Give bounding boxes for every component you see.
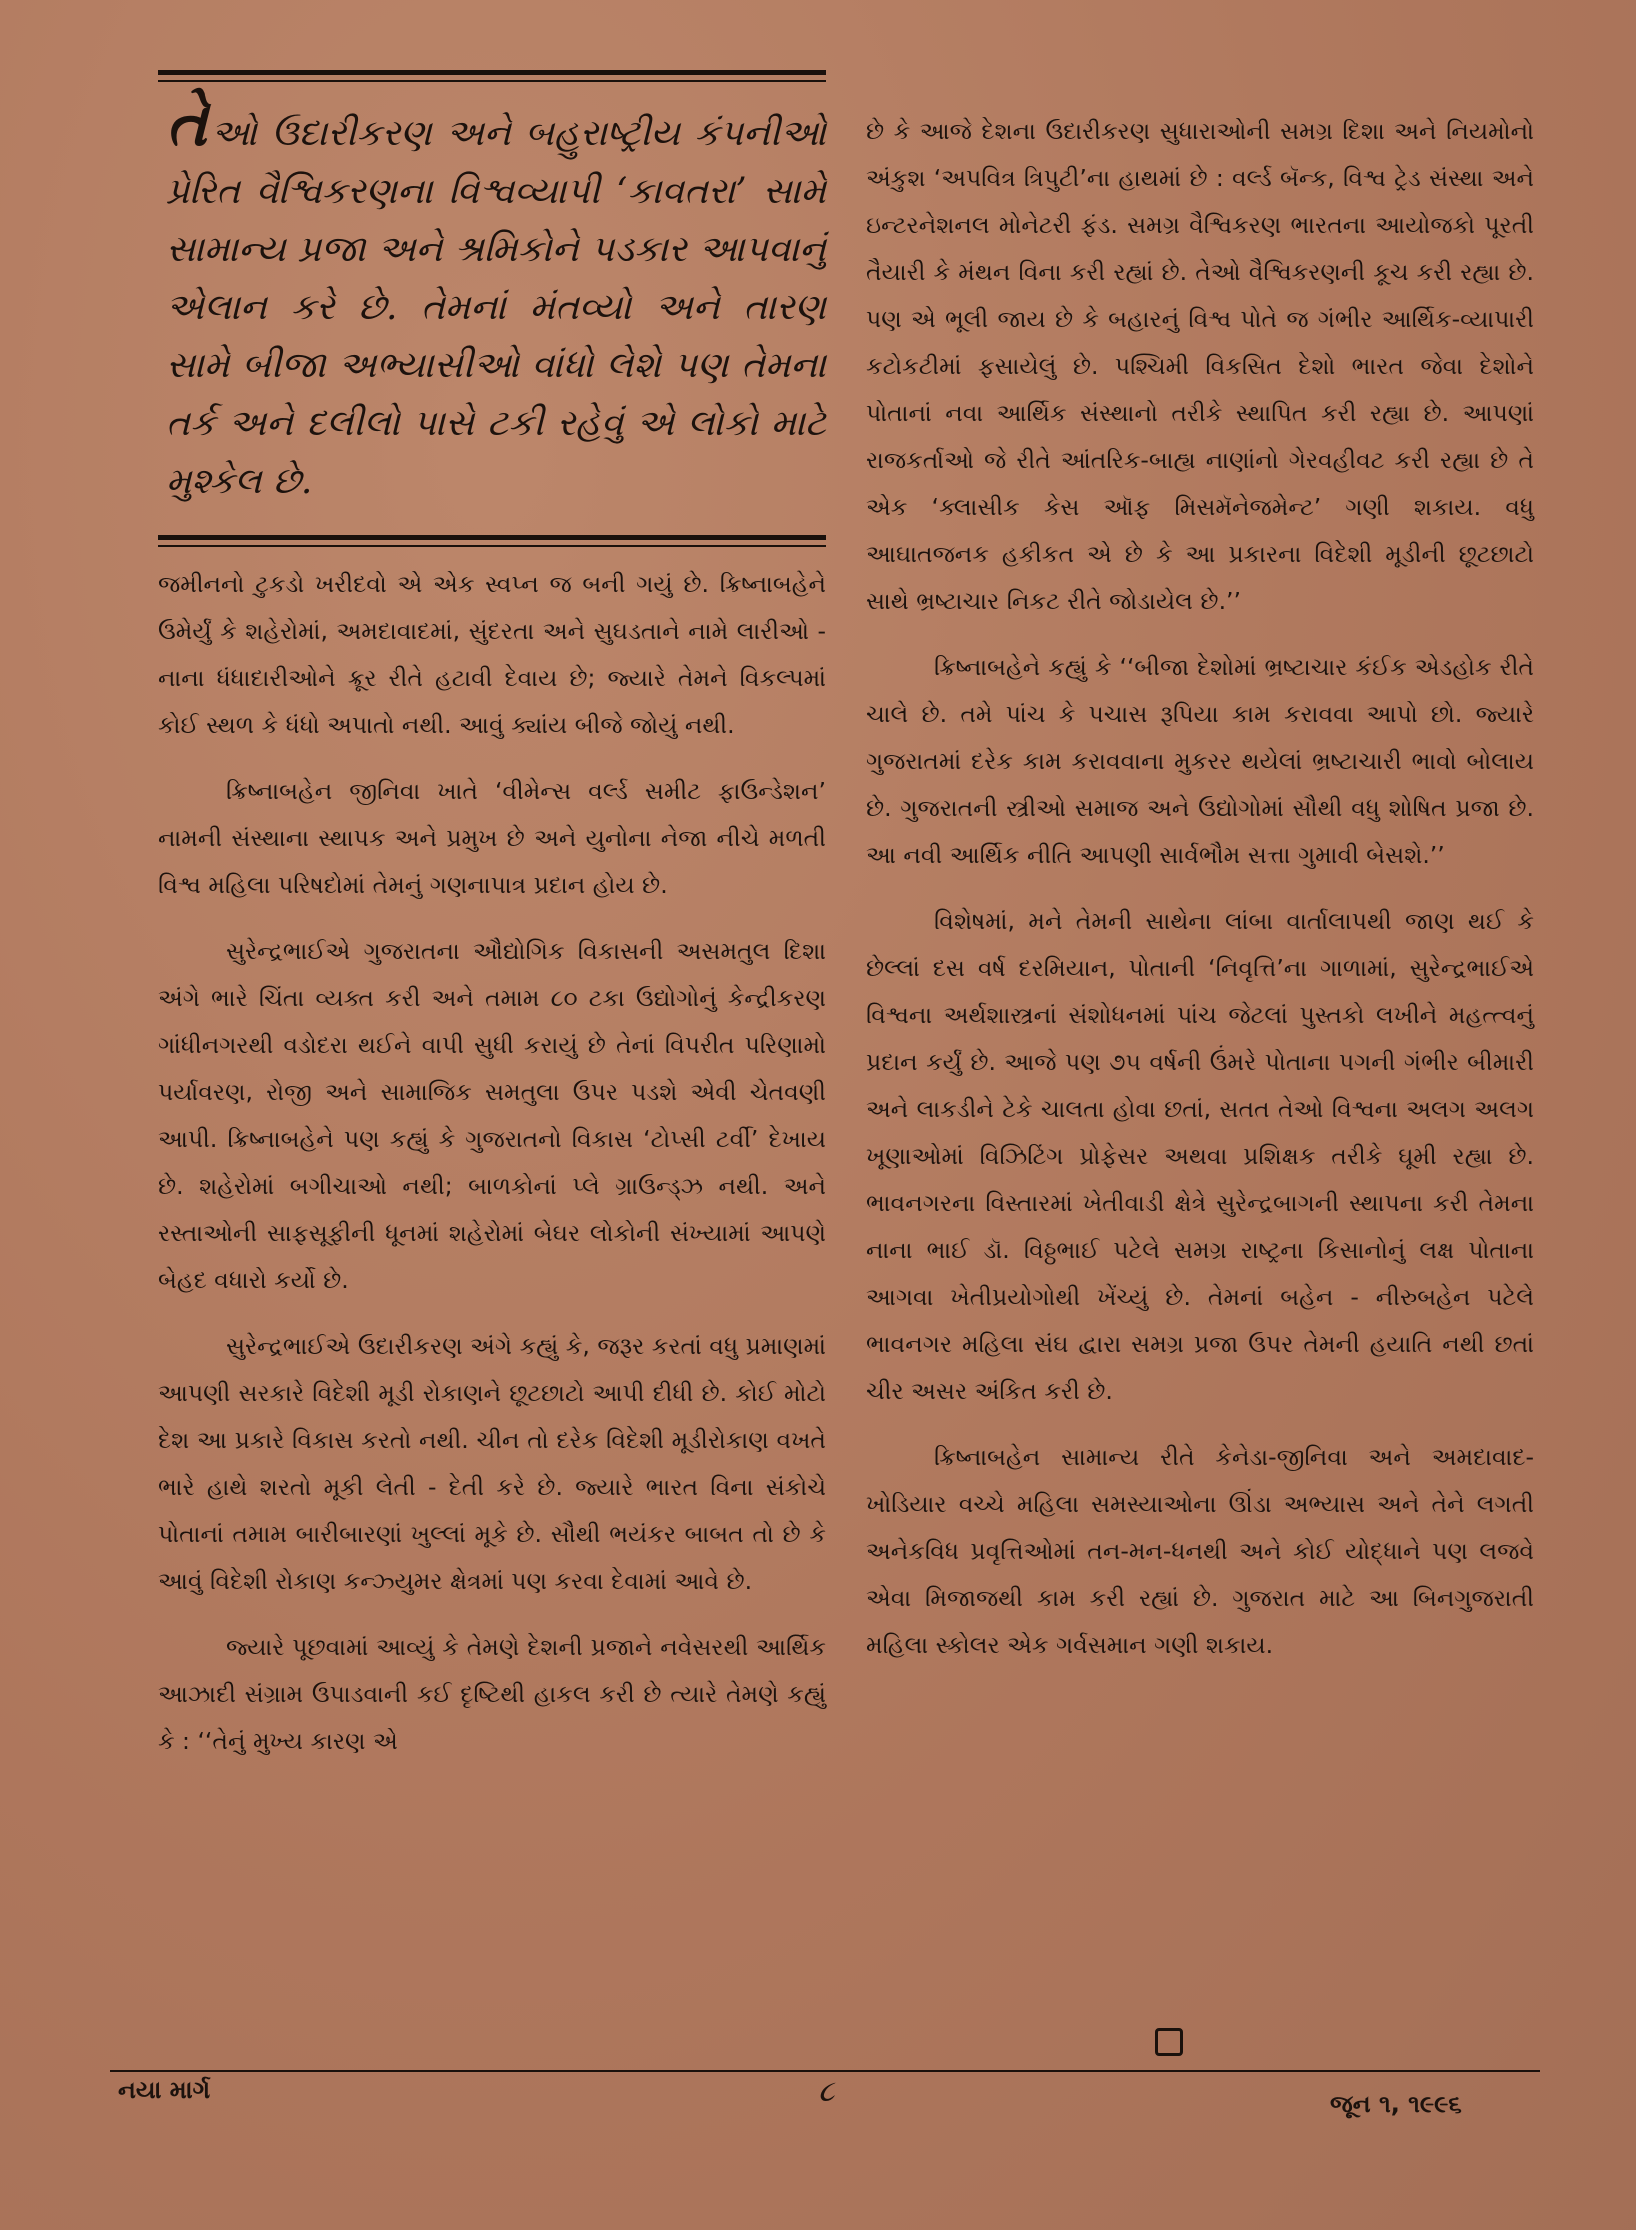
paragraph: સુરેન્દ્રભાઈએ ગુજરાતના ઔદ્યોગિક વિકાસની અસમતુલ દિશા અંગે ભારે ચિંતા વ્યક્ત કરી અને તમામ ૮૦ ટકા ઉદ્યોગોનું કેન્દ્રીકરણ ગાંધીનગરથી વડોદરા થઈને વાપી સુધી કરાયું છે તેનાં વિપરીત પરિણામો પર્યાવરણ, રોજી અને સામાજિક સમતુલા ઉપર પડશે એવી ચેતવણી આપી. ક્રિષ્નાબહેને પણ કહ્યું કે ગુજરાતનો વિકાસ ‘ટોપ્સી ટર્વી’ દેખાય છે. શહેરોમાં બગીચાઓ નથી; બાળકોનાં પ્લે ગ્રાઉન્ડ્ઝ નથી. અને રસ્તાઓની સાફસૂફીની ધૂનમાં શહેરોમાં બેઘર લોકોની સંખ્યામાં આપણે બેહદ વધારો કર્યો છે. (158, 937, 826, 1294)
pull-quote (166, 87, 826, 511)
bottom-rule-thin (158, 545, 826, 547)
issue-date: જૂન ૧, ૧૯૯૬ (1330, 2090, 1462, 2118)
right-body (866, 108, 1534, 1669)
paragraph: જમીનનો ટુકડો ખરીદવો એ એક સ્વપ્ન જ બની ગયું છે. ક્રિષ્નાબહેને ઉમેર્યું કે શહેરોમાં, અમદાવાદમાં, સુંદરતા અને સુઘડતાને નામે લારીઓ - નાના ધંધાદારીઓને ક્રૂર રીતે હટાવી દેવાય છે; જ્યારે તેમને વિકલ્પમાં કોઈ સ્થળ કે ધંધો અપાતો નથી. આવું ક્યાંય બીજે જોયું નથી. (158, 570, 826, 739)
paragraph: વિશેષમાં, મને તેમની સાથેના લાંબા વાર્તાલાપથી જાણ થઈ કે છેલ્લાં દસ વર્ષ દરમિયાન, પોતાની ‘નિવૃત્તિ’ના ગાળામાં, સુરેન્દ્રભાઈએ વિશ્વના અર્થશાસ્ત્રનાં સંશોધનમાં પાંચ જેટલાં પુસ્તકો લખીને મહત્ત્વનું પ્રદાન કર્યું છે. આજે પણ ૭૫ વર્ષની ઉંમરે પોતાના પગની ગંભીર બીમારી અને લાકડીને ટેકે ચાલતા હોવા છતાં, સતત તેઓ વિશ્વના અલગ અલગ ખૂણાઓમાં વિઝિટિંગ પ્રોફેસર અથવા પ્રશિક્ષક તરીકે ઘૂમી રહ્યા છે. ભાવનગરના વિસ્તારમાં ખેતીવાડી ક્ષેત્રે સુરેન્દ્રબાગની સ્થાપના કરી તેમના નાના ભાઈ ડૉ. વિઠ્ઠભાઈ પટેલે સમગ્ર રાષ્ટ્રના કિસાનોનું લક્ષ પોતાના આગવા ખેતીપ્રયોગોથી ખેંચ્યું છે. તેમનાં બહેન - નીરુબહેન પટેલે ભાવનગર મહિલા સંઘ દ્વારા સમગ્ર પ્રજા ઉપર તેમની હયાતિ નથી છતાં ચીર અસર અંકિત કરી છે. (866, 907, 1534, 1405)
paragraph: છે કે આજે દેશના ઉદારીકરણ સુધારાઓની સમગ્ર દિશા અને નિયમોનો અંકુશ ‘અપવિત્ર ત્રિપુટી’ના હાથમાં છે : વર્લ્ડ બૅન્ક, વિશ્વ ટ્રેડ સંસ્થા અને ઇન્ટરનેશનલ મોનેટરી ફંડ. સમગ્ર વૈશ્વિકરણ ભારતના આયોજકો પૂરતી તૈયારી કે મંથન વિના કરી રહ્યાં છે. તેઓ વૈશ્વિકરણની કૂચ કરી રહ્યા છે. પણ એ ભૂલી જાય છે કે બહારનું વિશ્વ પોતે જ ગંભીર આર્થિક-વ્યાપારી કટોકટીમાં ફસાયેલું છે. પશ્ચિમી વિકસિત દેશો ભારત જેવા દેશોને પોતાનાં નવા આર્થિક સંસ્થાનો તરીકે સ્થાપિત કરી રહ્યા છે. આપણાં રાજકર્તાઓ જે રીતે આંતરિક-બાહ્ય નાણાંનો ગેરવહીવટ કરી રહ્યા છે તે એક ‘ક્લાસીક કેસ ઑફ મિસમૅનેજમેન્ટ’ ગણી શકાય. વધુ આઘાતજનક હકીકત એ છે કે આ પ્રકારના વિદેશી મૂડીની છૂટછાટો સાથે ભ્રષ્ટાચાર નિકટ રીતે જોડાયેલ છે.’’ (866, 117, 1534, 615)
paragraph: ક્રિષ્નાબહેન જીનિવા ખાતે ‘વીમેન્સ વર્લ્ડ સમીટ ફાઉન્ડેશન’ નામની સંસ્થાના સ્થાપક અને પ્રમુખ છે અને યુનોના નેજા નીચે મળતી વિશ્વ મહિલા પરિષદોમાં તેમનું ગણનાપાત્ર પ્રદાન હોય છે. (158, 777, 826, 899)
pull-quote-text: ઓ ઉદારીકરણ અને બહુરાષ્ટ્રીય કંપનીઓ પ્રેરિત વૈશ્વિકરણના વિશ્વવ્યાપી ‘કાવતરા’ સામે સામાન્ય પ્રજા અને શ્રમિકોને પડકાર આપવાનું એલાન કરે છે. તેમનાં મંતવ્યો અને તારણ સામે બીજા અભ્યાસીઓ વાંધો લેશે પણ તેમના તર્ક અને દલીલો પાસે ટકી રહેવું એ લોકો માટે મુશ્કેલ છે. (166, 113, 826, 502)
top-rule-thin (158, 80, 826, 82)
page-number: ૮ (818, 2074, 835, 2109)
left-body (158, 561, 826, 1765)
paragraph: જ્યારે પૂછવામાં આવ્યું કે તેમણે દેશની પ્રજાને નવેસરથી આર્થિક આઝાદી સંગ્રામ ઉપાડવાની કઈ દૃષ્ટિથી હાકલ કરી છે ત્યારે તેમણે કહ્યું કે : ‘‘તેનું મુખ્ય કારણ એ (158, 1633, 826, 1755)
end-of-article-mark (1155, 2028, 1183, 2056)
publication-name: નયા માર્ગ (118, 2076, 211, 2104)
footer-rule (110, 2070, 1540, 2072)
drop-cap: તે (166, 87, 208, 160)
left-column (158, 70, 826, 1784)
paragraph: ક્રિષ્નાબહેન સામાન્ય રીતે કેનેડા-જીનિવા અને અમદાવાદ-ખોડિયાર વચ્ચે મહિલા સમસ્યાઓના ઊંડા અભ્યાસ અને તેને લગતી અનેકવિધ પ્રવૃત્તિઓમાં તન-મન-ધનથી અને કોઈ યોદ્ધાને પણ લજવે એવા મિજાજથી કામ કરી રહ્યાં છે. ગુજરાત માટે આ બિનગુજરાતી મહિલા સ્કોલર એક ગર્વસમાન ગણી શકાય. (866, 1443, 1534, 1659)
top-rule (158, 70, 826, 75)
right-column (866, 108, 1534, 1688)
bottom-rule (158, 535, 826, 540)
paragraph: ક્રિષ્નાબહેને કહ્યું કે ‘‘બીજા દેશોમાં ભ્રષ્ટાચાર કંઈક એડહોક રીતે ચાલે છે. તમે પાંચ કે પચાસ રૂપિયા કામ કરાવવા આપો છો. જ્યારે ગુજરાતમાં દરેક કામ કરાવવાના મુકરર થયેલાં ભ્રષ્ટાચારી ભાવો બોલાય છે. ગુજરાતની સ્ત્રીઓ સમાજ અને ઉદ્યોગોમાં સૌથી વધુ શોષિત પ્રજા છે. આ નવી આર્થિક નીતિ આપણી સાર્વભૌમ સત્તા ગુમાવી બેસશે.’’ (866, 653, 1534, 869)
paragraph: સુરેન્દ્રભાઈએ ઉદારીકરણ અંગે કહ્યું કે, જરૂર કરતાં વધુ પ્રમાણમાં આપણી સરકારે વિદેશી મૂડી રોકાણને છૂટછાટો આપી દીધી છે. કોઈ મોટો દેશ આ પ્રકારે વિકાસ કરતો નથી. ચીન તો દરેક વિદેશી મૂડીરોકાણ વખતે ભારે હાથે શરતો મૂકી લેતી - દેતી કરે છે. જ્યારે ભારત વિના સંકોચે પોતાનાં તમામ બારીબારણાં ખુલ્લાં મૂકે છે. સૌથી ભયંકર બાબત તો છે કે આવું વિદેશી રોકાણ કન્ઝ્યુમર ક્ષેત્રમાં પણ કરવા દેવામાં આવે છે. (158, 1332, 826, 1595)
